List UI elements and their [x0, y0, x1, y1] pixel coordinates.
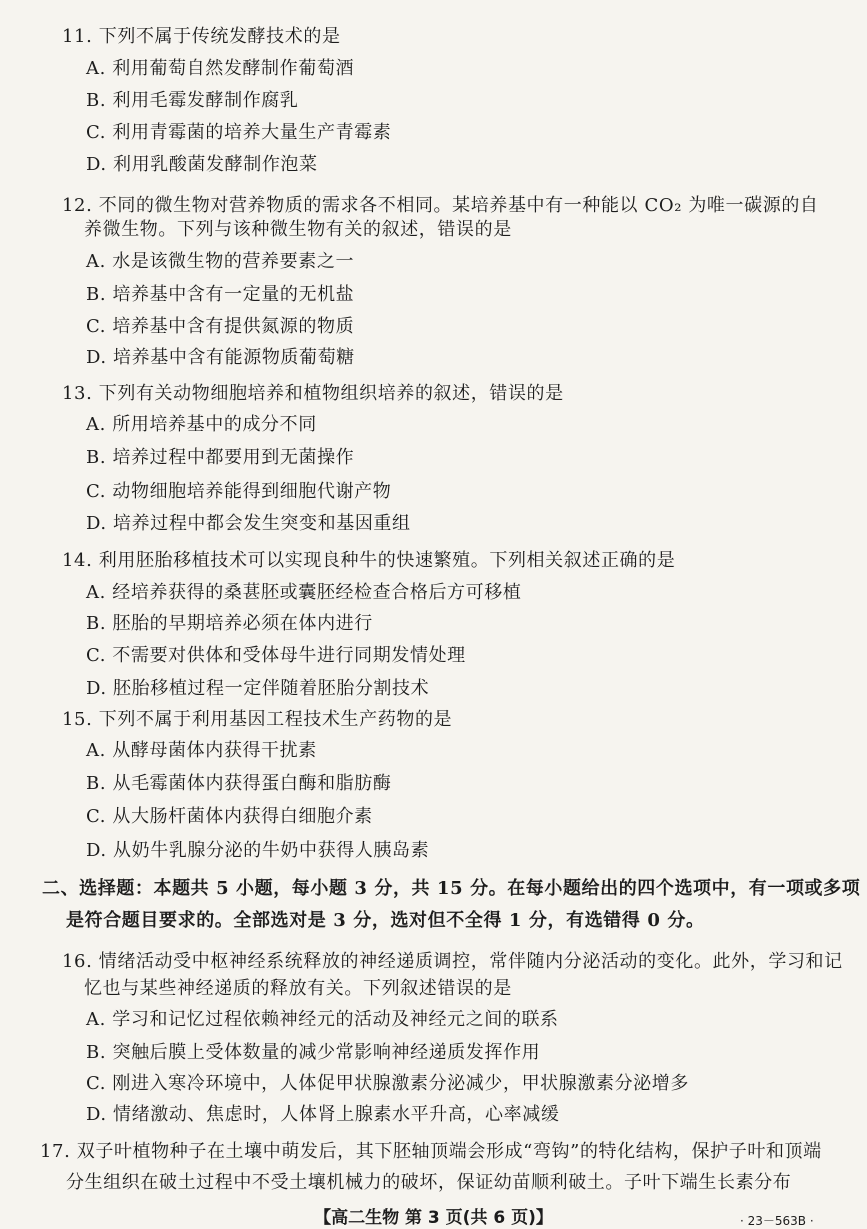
question-13-option-b: B. 培养过程中都要用到无菌操作	[86, 447, 355, 468]
question-12-option-b: B. 培养基中含有一定量的无机盐	[86, 284, 355, 305]
question-16-option-a: A. 学习和记忆过程依赖神经元的活动及神经元之间的联系	[86, 1009, 559, 1030]
question-16-stem-line1: 16. 情绪活动受中枢神经系统释放的神经递质调控，常伴随内分泌活动的变化。此外，学习和记	[62, 951, 843, 972]
question-11-stem: 11. 下列不属于传统发酵技术的是	[62, 26, 341, 47]
question-11-option-a: A. 利用葡萄自然发酵制作葡萄酒	[86, 58, 355, 79]
question-11-option-c: C. 利用青霉菌的培养大量生产青霉素	[86, 122, 392, 143]
question-16-option-d: D. 情绪激动、焦虑时，人体肾上腺素水平升高，心率减缓	[86, 1104, 560, 1125]
question-14-option-b: B. 胚胎的早期培养必须在体内进行	[86, 613, 373, 634]
question-15-option-a: A. 从酵母菌体内获得干扰素	[86, 740, 317, 761]
question-16-stem-line2: 忆也与某些神经递质的释放有关。下列叙述错误的是	[84, 978, 512, 999]
question-12-stem-line1: 12. 不同的微生物对营养物质的需求各不相同。某培养基中有一种能以 CO₂ 为唯一碳源的自	[62, 195, 819, 216]
question-12-stem-line2: 养微生物。下列与该种微生物有关的叙述，错误的是	[84, 219, 512, 240]
page-footer: 【高二生物 第 3 页(共 6 页)】	[314, 1208, 553, 1228]
question-13-option-a: A. 所用培养基中的成分不同	[86, 414, 317, 435]
question-15-option-d: D. 从奶牛乳腺分泌的牛奶中获得人胰岛素	[86, 840, 430, 861]
question-14-stem: 14. 利用胚胎移植技术可以实现良种牛的快速繁殖。下列相关叙述正确的是	[62, 550, 676, 571]
question-17-stem-line1: 17. 双子叶植物种子在土壤中萌发后，其下胚轴顶端会形成“弯钩”的特化结构，保护子叶和顶端	[40, 1141, 822, 1162]
question-14-option-d: D. 胚胎移植过程一定伴随着胚胎分割技术	[86, 678, 430, 699]
question-12-option-d: D. 培养基中含有能源物质葡萄糖	[86, 347, 355, 368]
question-16-option-b: B. 突触后膜上受体数量的减少常影响神经递质发挥作用	[86, 1042, 541, 1063]
question-12-option-c: C. 培养基中含有提供氮源的物质	[86, 316, 355, 337]
section-2-heading-line1: 二、选择题：本题共 5 小题，每小题 3 分，共 15 分。在每小题给出的四个选项中，有一项或多项	[42, 878, 861, 899]
question-11-option-d: D. 利用乳酸菌发酵制作泡菜	[86, 154, 318, 175]
question-12-option-a: A. 水是该微生物的营养要素之一	[86, 251, 355, 272]
section-2-heading-line2: 是符合题目要求的。全部选对是 3 分，选对但不全得 1 分，有选错得 0 分。	[66, 910, 705, 931]
question-14-option-a: A. 经培养获得的桑葚胚或囊胚经检查合格后方可移植	[86, 582, 522, 603]
question-11-option-b: B. 利用毛霉发酵制作腐乳	[86, 90, 299, 111]
question-15-option-c: C. 从大肠杆菌体内获得白细胞介素	[86, 806, 373, 827]
question-13-option-c: C. 动物细胞培养能得到细胞代谢产物	[86, 481, 392, 502]
question-13-option-d: D. 培养过程中都会发生突变和基因重组	[86, 513, 411, 534]
question-13-stem: 13. 下列有关动物细胞培养和植物组织培养的叙述，错误的是	[62, 383, 564, 404]
question-15-stem: 15. 下列不属于利用基因工程技术生产药物的是	[62, 709, 453, 730]
question-16-option-c: C. 刚进入寒冷环境中，人体促甲状腺激素分泌减少，甲状腺激素分泌增多	[86, 1073, 689, 1094]
exam-code: · 23－563B ·	[740, 1214, 814, 1228]
question-14-option-c: C. 不需要对供体和受体母牛进行同期发情处理	[86, 645, 466, 666]
question-17-stem-line2: 分生组织在破土过程中不受土壤机械力的破坏，保证幼苗顺利破土。子叶下端生长素分布	[66, 1172, 792, 1193]
question-15-option-b: B. 从毛霉菌体内获得蛋白酶和脂肪酶	[86, 773, 392, 794]
